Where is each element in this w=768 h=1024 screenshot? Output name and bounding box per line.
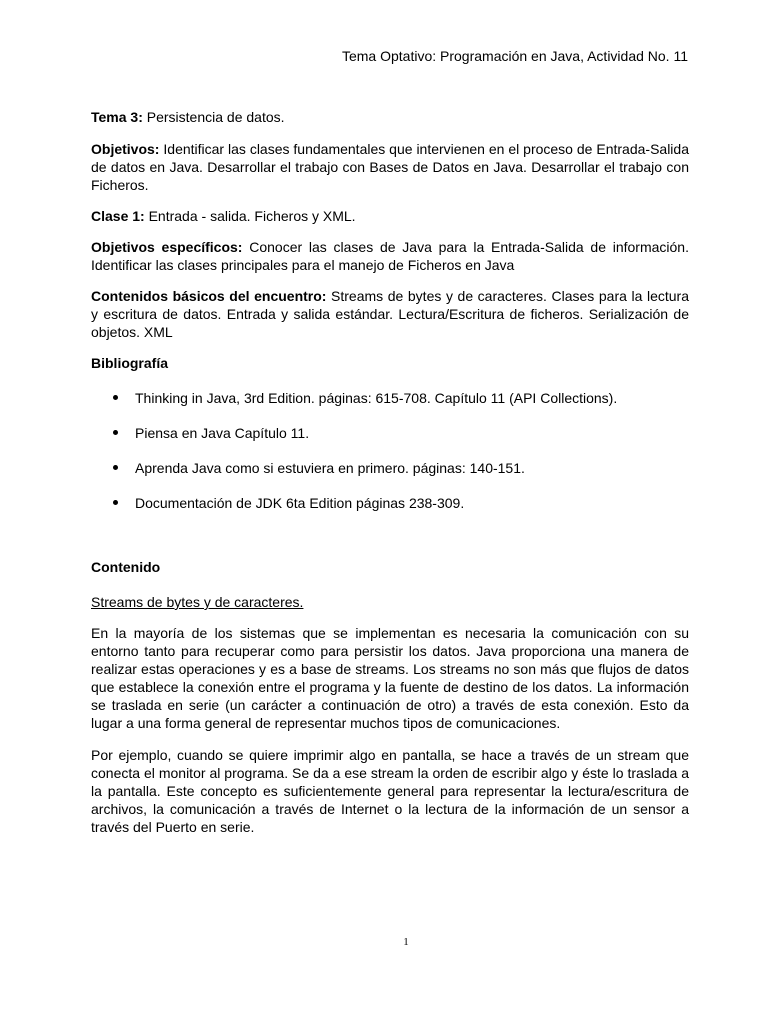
contenidos-label: Contenidos básicos del encuentro: (91, 288, 327, 304)
list-item: Piensa en Java Capítulo 11. (91, 424, 689, 442)
list-item: Documentación de JDK 6ta Edition páginas 238-309. (91, 494, 689, 512)
bullet-icon (113, 395, 118, 400)
clase-line (91, 207, 689, 225)
tema-text: Persistencia de datos. (142, 109, 285, 125)
bibliografia-list (91, 389, 689, 512)
tema-label: Tema 3: (91, 109, 143, 125)
contenido-subheading: Streams de bytes y de caracteres. (91, 594, 304, 610)
page-header: Tema Optativo: Programación en Java, Actividad No. 11 (341, 48, 688, 64)
objetivos-text: Identificar las clases fundamentales que intervienen en el proceso de Entrada-Salida de datos en Java. Desarrollar el trabajo con Bases de Datos en Java. Desarrollar el trabajo con Ficheros. (91, 141, 689, 193)
objetivos-especificos-text: Conocer las clases de Java para la Entrada-Salida de información. Identificar las clases principales para el manejo de Ficheros en Java (91, 239, 689, 273)
bullet-icon (113, 430, 118, 435)
bullet-icon (113, 465, 118, 470)
objetivos-label: Objetivos: (91, 141, 160, 157)
contenido-paragraph-1: En la mayoría de los sistemas que se implementan es necesaria la comunicación con su entorno tanto para recuperar como para persistir los datos. Java proporciona una manera de realizar estas operaciones y es a base de streams. Los streams no son más que flujos de datos que establece la conexión entre el programa y la fuente de destino de los datos. La información se traslada en serie (un carácter a continuación de otro) a través de esta conexión. Esto da lugar a una forma general de representar muchos tipos de comunicaciones. (91, 625, 689, 731)
bibliografia-heading: Bibliografía (91, 355, 169, 371)
contenido-paragraph-2: Por ejemplo, cuando se quiere imprimir algo en pantalla, se hace a través de un stream que conecta el monitor al programa. Se da a ese stream la orden de escribir algo y éste lo traslada a la pantalla. Este concepto es suficientemente general para representar la lectura/escritura de archivos, la comunicación a través de Internet o la lectura de la información de un sensor a través del Puerto en serie. (91, 747, 689, 835)
tema-line (91, 108, 689, 126)
contenidos-paragraph (91, 287, 689, 341)
objetivos-especificos-paragraph (91, 238, 689, 274)
objetivos-especificos-label: Objetivos específicos: (91, 239, 243, 255)
clase-label: Clase 1: (91, 208, 145, 224)
contenidos-text: Streams de bytes y de caracteres. Clases para la lectura y escritura de datos. Entrada y salida estándar. Lectura/Escritura de ficheros. Serialización de objetos. XML (91, 288, 689, 340)
contenido-heading: Contenido (91, 559, 161, 575)
document-body (91, 108, 689, 836)
objetivos-paragraph (91, 140, 689, 194)
clase-text: Entrada - salida. Ficheros y XML. (144, 208, 356, 224)
page-number: 1 (403, 936, 409, 948)
list-item: Aprenda Java como si estuviera en primero. páginas: 140-151. (91, 459, 689, 477)
bullet-icon (113, 500, 118, 505)
list-item: Thinking in Java, 3rd Edition. páginas: 615-708. Capítulo 11 (API Collections). (91, 389, 689, 407)
